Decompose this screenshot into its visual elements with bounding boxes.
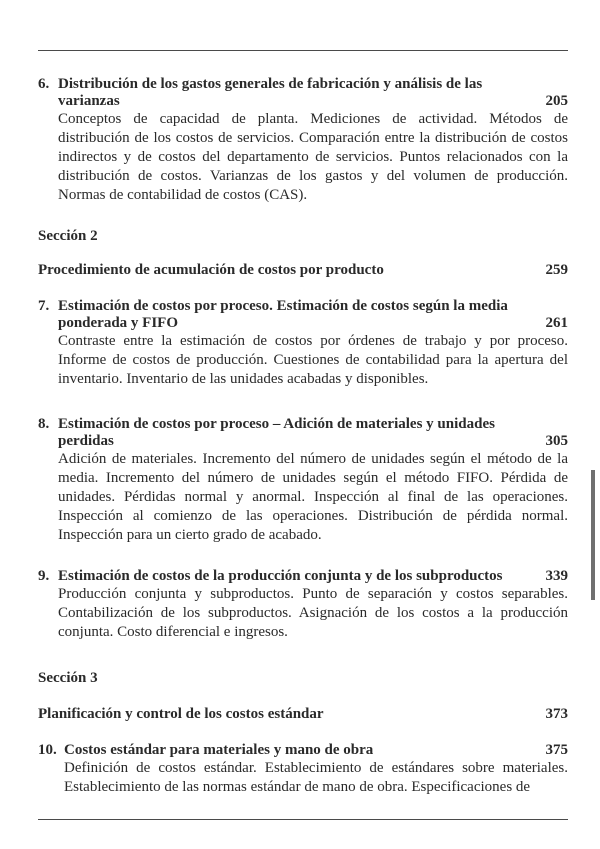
entry-title-row <box>38 568 568 585</box>
entry-title: Estimación de costos por proceso. Estimación de costos según la media ponderada y FIFO <box>58 298 508 331</box>
entry-title: Estimación de costos por proceso – Adición de materiales y unidades perdidas <box>58 416 495 449</box>
entry-description: Conceptos de capacidad de planta. Mediciones de actividad. Métodos de distribución de los costos de servicios. Comparación entre la distribución de costos indirectos y de costos del departamento de servicios. Puntos relacionados con la distribución de costos. Varianzas de los gastos y del volumen de producción. Normas de contabilidad de costos (CAS). <box>58 111 568 203</box>
toc-entry-8 <box>38 416 568 545</box>
section-3-title: Planificación y control de los costos estándar <box>38 706 324 722</box>
section-2-page-number: 259 <box>545 262 568 278</box>
section-2-label: Sección 2 <box>38 228 98 244</box>
entry-number: 10. <box>38 742 57 758</box>
entry-page-number: 261 <box>545 315 568 331</box>
bottom-rule <box>38 819 568 820</box>
section-2-title-row <box>38 262 568 279</box>
toc-entry-7 <box>38 298 568 389</box>
entry-page-number: 205 <box>545 93 568 109</box>
section-3-title-row <box>38 706 568 723</box>
top-rule <box>38 50 568 51</box>
entry-description: Definición de costos estándar. Establecimiento de estándares sobre materiales. Establecimiento de las normas estándar de mano de obra. Especificaciones de <box>64 760 568 795</box>
entry-page-number: 375 <box>545 742 568 758</box>
entry-description: Contraste entre la estimación de costos por órdenes de trabajo y por proceso. Informe de costos de producción. Cuestiones de contabilidad para la apertura del inventario. Inventario de las unidades acabadas y disponibles. <box>58 333 568 387</box>
entry-number: 8. <box>38 416 50 432</box>
entry-title-row <box>38 742 568 759</box>
entry-title-row <box>38 76 568 110</box>
page-edge-mark <box>591 470 595 600</box>
section-3-label: Sección 3 <box>38 670 98 686</box>
entry-title: Estimación de costos de la producción conjunta y de los subproductos <box>58 568 503 584</box>
section-3-page-number: 373 <box>545 706 568 722</box>
entry-number: 6. <box>38 76 50 92</box>
entry-number: 7. <box>38 298 50 314</box>
entry-title: Distribución de los gastos generales de fabricación y análisis de las varianzas <box>58 76 483 109</box>
entry-title: Costos estándar para materiales y mano de obra <box>64 742 374 758</box>
toc-entry-9 <box>38 568 568 642</box>
entry-page-number: 339 <box>545 568 568 584</box>
entry-number: 9. <box>38 568 50 584</box>
entry-title-row <box>38 416 568 450</box>
entry-description: Adición de materiales. Incremento del número de unidades según el método de la media. Incremento del número de unidades según el método FIFO. Pérdida de unidades. Pérdidas normal y anormal. Inspección al final de las operaciones. Inspección al comienzo de las operaciones. Distribución de pérdida normal. Inspección para un cierto grado de acabado. <box>58 451 568 543</box>
entry-page-number: 305 <box>545 433 568 449</box>
toc-entry-6 <box>38 76 568 205</box>
entry-description: Producción conjunta y subproductos. Punto de separación y costos separables. Contabilización de los subproductos. Asignación de los costos a la producción conjunta. Costo diferencial e ingresos. <box>58 586 568 640</box>
entry-title-row <box>38 298 568 332</box>
toc-entry-10 <box>38 742 568 797</box>
section-2-title: Procedimiento de acumulación de costos por producto <box>38 262 384 278</box>
